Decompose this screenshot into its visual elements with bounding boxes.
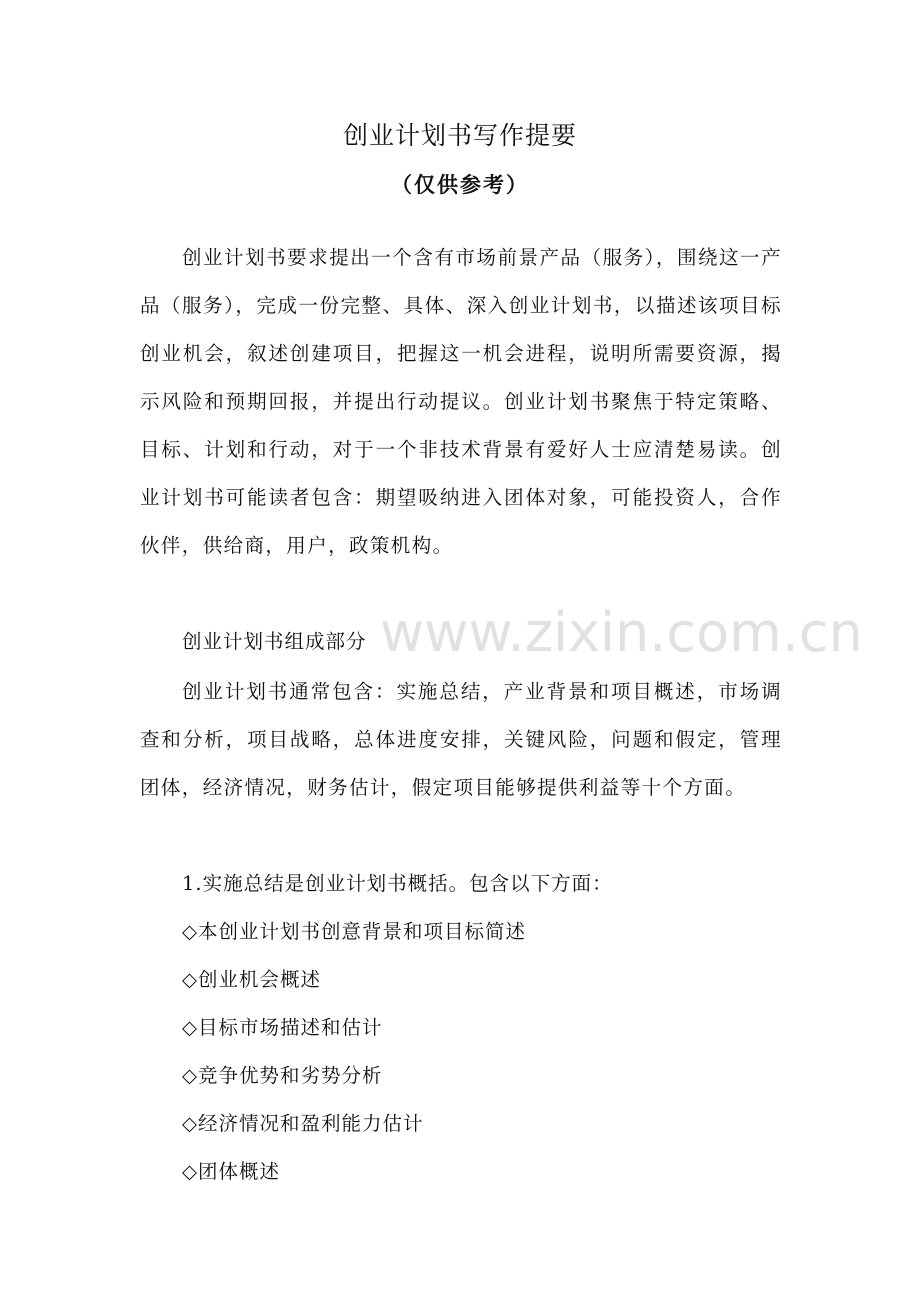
bullet-item: ◇创业机会概述 bbox=[182, 968, 321, 991]
bullet-item: ◇经济情况和盈利能力估计 bbox=[182, 1112, 424, 1135]
item1-heading: 1.实施总结是创业计划书概括。包含以下方面： bbox=[182, 872, 613, 895]
bullet-item: ◇团体概述 bbox=[182, 1160, 280, 1183]
watermark: www.zixin.com.cn bbox=[380, 601, 863, 664]
bullet-item: ◇本创业计划书创意背景和项目标简述 bbox=[182, 920, 526, 943]
composition-paragraph: 创业计划书通常包含：实施总结，产业背景和项目概述，市场调查和分析，项目战略，总体进度安排，关键风险，问题和假定，管理团体，经济情况，财务估计，假定项目能够提供利益等十个方面。 bbox=[140, 680, 782, 799]
intro-paragraph: 创业计划书要求提出一个含有市场前景产品（服务），围绕这一产品（服务），完成一份完整、具体、深入创业计划书，以描述该项目标创业机会，叙述创建项目，把握这一机会进程，说明所需要资源，揭示风险和预期回报，并提出行动提议。创业计划书聚焦于特定策略、目标、计划和行动，对于一个非技术背景有爱好人士应清楚易读。创业计划书可能读者包含：期望吸纳进入团体对象，可能投资人，合作伙伴，供给商，用户，政策机构。 bbox=[140, 246, 782, 557]
bullet-item: ◇目标市场描述和估计 bbox=[182, 1016, 383, 1039]
document-title: 创业计划书写作提要 bbox=[342, 121, 577, 150]
section-heading: 创业计划书组成部分 bbox=[182, 630, 367, 653]
bullet-item: ◇竞争优势和劣势分析 bbox=[182, 1064, 383, 1087]
document-subtitle: （仅供参考） bbox=[391, 173, 529, 197]
